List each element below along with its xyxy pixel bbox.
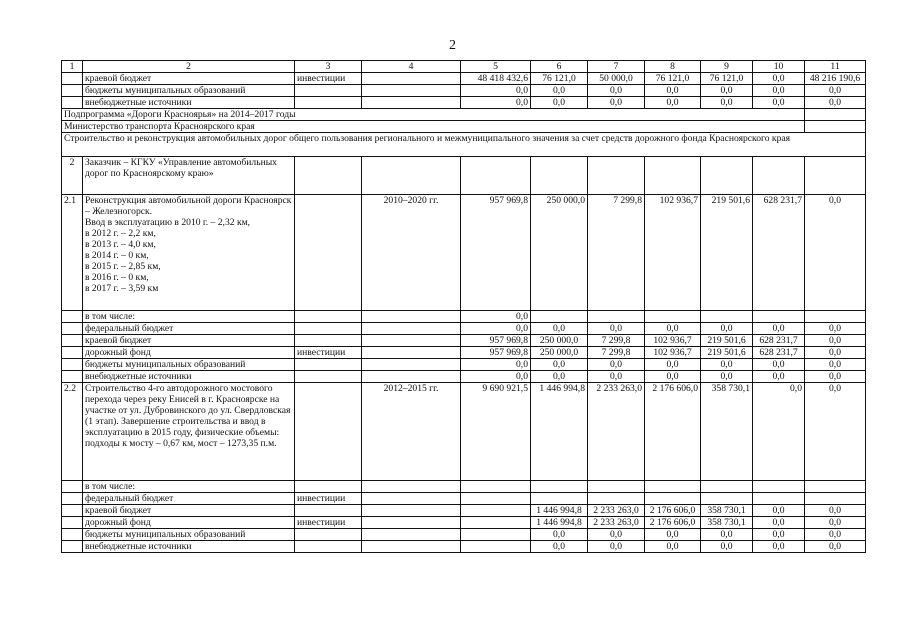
value-cell [701, 493, 753, 505]
source-cell: дорожный фонд [83, 517, 295, 529]
value-cell: 0,0 [805, 359, 866, 371]
source-cell: бюджеты муниципальных образований [83, 85, 295, 97]
value-cell: 48 418 432,6 [461, 73, 531, 85]
value-cell: 0,0 [588, 359, 645, 371]
value-cell: 2 233 263,0 [588, 517, 645, 529]
value-cell [461, 517, 531, 529]
value-cell: 0,0 [588, 529, 645, 541]
value-cell: 0,0 [588, 371, 645, 383]
source-cell: федеральный бюджет [83, 323, 295, 335]
value-cell: 0,0 [701, 97, 753, 109]
value-cell: 957 969,8 [461, 195, 531, 311]
value-cell [461, 481, 531, 493]
header-cell: 3 [295, 61, 362, 73]
value-cell: 0,0 [531, 85, 588, 97]
value-cell: 0,0 [753, 359, 805, 371]
value-cell [461, 529, 531, 541]
value-cell: 0,0 [753, 323, 805, 335]
customer-text: Заказчик – КГКУ «Управление автомобильных дорог по Красноярскому краю» [83, 157, 295, 195]
table-row [62, 335, 866, 347]
value-cell: 0,0 [531, 97, 588, 109]
type-cell [295, 85, 362, 97]
value-cell: 0,0 [531, 541, 588, 553]
header-cell: 7 [588, 61, 645, 73]
table-row [62, 347, 866, 359]
value-cell [461, 493, 531, 505]
project-period: 2012–2015 гг. [362, 383, 461, 481]
value-cell: 102 936,7 [645, 335, 701, 347]
value-cell: 628 231,7 [753, 335, 805, 347]
subprogram-row-text: Подпрограмма «Дороги Красноярья» на 2014–2017 годы [62, 109, 805, 121]
value-cell: 0,0 [645, 85, 701, 97]
value-cell: 219 501,6 [701, 195, 753, 311]
period-cell [362, 335, 461, 347]
value-cell: 0,0 [753, 73, 805, 85]
value-cell [805, 121, 866, 133]
num-cell [62, 97, 83, 109]
value-cell: 76 121,0 [531, 73, 588, 85]
subprogram-row [62, 109, 866, 121]
value-cell [645, 481, 701, 493]
table-row [62, 311, 866, 323]
header-cell: 6 [531, 61, 588, 73]
value-cell [805, 311, 866, 323]
value-cell: 0,0 [701, 359, 753, 371]
header-row [62, 61, 866, 73]
value-cell: 0,0 [753, 371, 805, 383]
value-cell: 219 501,6 [701, 347, 753, 359]
source-cell: краевой бюджет [83, 335, 295, 347]
value-cell [531, 157, 588, 195]
value-cell: 358 730,1 [701, 505, 753, 517]
value-cell [588, 157, 645, 195]
value-cell: 0,0 [753, 383, 805, 481]
num-cell [62, 359, 83, 371]
table-row [62, 371, 866, 383]
source-cell: бюджеты муниципальных образований [83, 359, 295, 371]
value-cell: 102 936,7 [645, 347, 701, 359]
value-cell: 957 969,8 [461, 335, 531, 347]
header-cell: 9 [701, 61, 753, 73]
ministry-row [62, 121, 866, 133]
type-cell: инвестиции [295, 517, 362, 529]
value-cell [805, 493, 866, 505]
num-cell [62, 541, 83, 553]
value-cell: 2 176 606,0 [645, 505, 701, 517]
project-num: 2.2 [62, 383, 83, 481]
value-cell: 2 233 263,0 [588, 383, 645, 481]
value-cell: 0,0 [531, 323, 588, 335]
source-cell: краевой бюджет [83, 505, 295, 517]
type-cell: инвестиции [295, 73, 362, 85]
page-number: 2 [449, 38, 456, 53]
project-row [62, 383, 866, 481]
source-cell: бюджеты муниципальных образований [83, 529, 295, 541]
value-cell [461, 541, 531, 553]
value-cell: 0,0 [701, 371, 753, 383]
table-row [62, 359, 866, 371]
value-cell [588, 493, 645, 505]
value-cell: 0,0 [645, 323, 701, 335]
value-cell: 0,0 [461, 371, 531, 383]
value-cell [805, 109, 866, 121]
value-cell [588, 481, 645, 493]
header-cell: 1 [62, 61, 83, 73]
period-cell [362, 323, 461, 335]
type-cell [295, 529, 362, 541]
num-cell [62, 73, 83, 85]
value-cell: 2 176 606,0 [645, 517, 701, 529]
value-cell: 1 446 994,8 [531, 505, 588, 517]
value-cell [753, 157, 805, 195]
value-cell [461, 157, 531, 195]
period-cell [362, 359, 461, 371]
source-cell: в том числе: [83, 311, 295, 323]
value-cell [701, 157, 753, 195]
table-row [62, 493, 866, 505]
value-cell: 102 936,7 [645, 195, 701, 311]
value-cell: 1 446 994,8 [531, 383, 588, 481]
value-cell: 0,0 [805, 97, 866, 109]
period-cell [362, 85, 461, 97]
table-row [62, 85, 866, 97]
header-cell: 10 [753, 61, 805, 73]
type-cell: инвестиции [295, 493, 362, 505]
num-cell [62, 505, 83, 517]
type-cell [295, 195, 362, 311]
num-cell [62, 517, 83, 529]
value-cell: 0,0 [461, 85, 531, 97]
header-cell: 8 [645, 61, 701, 73]
header-cell: 5 [461, 61, 531, 73]
value-cell: 7 299,8 [588, 335, 645, 347]
customer-num: 2 [62, 157, 83, 195]
value-cell: 0,0 [461, 323, 531, 335]
value-cell: 0,0 [588, 323, 645, 335]
value-cell: 0,0 [701, 541, 753, 553]
type-cell [295, 481, 362, 493]
type-cell [295, 541, 362, 553]
value-cell: 0,0 [805, 541, 866, 553]
value-cell: 0,0 [701, 323, 753, 335]
type-cell [295, 371, 362, 383]
section-row [62, 133, 866, 157]
table-row [62, 481, 866, 493]
num-cell [62, 335, 83, 347]
value-cell: 0,0 [701, 529, 753, 541]
value-cell: 0,0 [753, 529, 805, 541]
period-cell [362, 541, 461, 553]
period-cell [362, 73, 461, 85]
source-cell: внебюджетные источники [83, 371, 295, 383]
table-row [62, 541, 866, 553]
type-cell [295, 97, 362, 109]
value-cell: 0,0 [753, 505, 805, 517]
ministry-row-text: Министерство транспорта Красноярского края [62, 121, 805, 133]
project-title: Реконструкция автомобильной дороги Красноярск – Железногорск. Ввод в эксплуатацию в 2010 г. – 2,32 км, в 2012 г. – 2,2 км, в 2013 г. – 4,0 км, в 2014 г. – 0 км, в 2015 г. – 2,85 км, в 2016 г. – 0 км, в 2017 г. – 3,59 км [83, 195, 295, 311]
value-cell: 0,0 [588, 541, 645, 553]
header-cell: 2 [83, 61, 295, 73]
project-title: Строительство 4-го автодорожного мостового перехода через реку Енисей в г. Красноярске на участке от ул. Дубровинского до ул. Свердловская (1 этап). Завершение строительства и ввод в эксплуатацию в 2015 году, физические объемы: подходы к мосту – 0,67 км, мост – 1273,35 п.м. [83, 383, 295, 481]
value-cell: 0,0 [805, 383, 866, 481]
value-cell: 358 730,1 [701, 383, 753, 481]
section-title: Строительство и реконструкция автомобильных дорог общего пользования регионального и межмуниципального значения за счет средств дорожного фонда Красноярского края [62, 133, 866, 157]
value-cell [805, 157, 866, 195]
value-cell: 250 000,0 [531, 195, 588, 311]
num-cell [62, 371, 83, 383]
value-cell: 0,0 [753, 541, 805, 553]
source-cell: внебюджетные источники [83, 97, 295, 109]
period-cell [362, 481, 461, 493]
type-cell: инвестиции [295, 347, 362, 359]
value-cell: 0,0 [531, 371, 588, 383]
value-cell: 2 233 263,0 [588, 505, 645, 517]
value-cell [805, 481, 866, 493]
value-cell: 7 299,8 [588, 195, 645, 311]
period-cell [362, 97, 461, 109]
value-cell: 1 446 994,8 [531, 517, 588, 529]
period-cell [362, 347, 461, 359]
value-cell: 0,0 [753, 97, 805, 109]
value-cell: 0,0 [588, 85, 645, 97]
value-cell: 0,0 [805, 335, 866, 347]
value-cell: 76 121,0 [701, 73, 753, 85]
value-cell [362, 157, 461, 195]
num-cell [62, 311, 83, 323]
value-cell [645, 493, 701, 505]
value-cell: 0,0 [645, 541, 701, 553]
value-cell: 0,0 [805, 529, 866, 541]
period-cell [362, 505, 461, 517]
value-cell [295, 157, 362, 195]
num-cell [62, 347, 83, 359]
value-cell: 628 231,7 [753, 195, 805, 311]
num-cell [62, 529, 83, 541]
table-row [62, 323, 866, 335]
value-cell: 76 121,0 [645, 73, 701, 85]
table-row [62, 97, 866, 109]
num-cell [62, 481, 83, 493]
value-cell: 0,0 [805, 347, 866, 359]
source-cell: в том числе: [83, 481, 295, 493]
header-cell: 4 [362, 61, 461, 73]
table-row [62, 505, 866, 517]
value-cell: 957 969,8 [461, 347, 531, 359]
value-cell [701, 311, 753, 323]
budget-table [61, 60, 866, 553]
value-cell: 7 299,8 [588, 347, 645, 359]
period-cell [362, 529, 461, 541]
num-cell [62, 493, 83, 505]
value-cell: 250 000,0 [531, 335, 588, 347]
value-cell [531, 493, 588, 505]
value-cell: 0,0 [461, 97, 531, 109]
value-cell [645, 157, 701, 195]
num-cell [62, 323, 83, 335]
value-cell: 219 501,6 [701, 335, 753, 347]
type-cell [295, 359, 362, 371]
period-cell [362, 517, 461, 529]
value-cell: 628 231,7 [753, 347, 805, 359]
value-cell [753, 493, 805, 505]
type-cell [295, 335, 362, 347]
value-cell: 0,0 [531, 529, 588, 541]
table-row [62, 529, 866, 541]
value-cell: 0,0 [805, 505, 866, 517]
value-cell: 0,0 [805, 371, 866, 383]
value-cell: 50 000,0 [588, 73, 645, 85]
value-cell: 0,0 [645, 97, 701, 109]
value-cell: 0,0 [701, 85, 753, 97]
type-cell [295, 383, 362, 481]
source-cell: краевой бюджет [83, 73, 295, 85]
value-cell: 0,0 [645, 529, 701, 541]
source-cell: дорожный фонд [83, 347, 295, 359]
type-cell [295, 323, 362, 335]
type-cell [295, 311, 362, 323]
value-cell [461, 505, 531, 517]
period-cell [362, 311, 461, 323]
value-cell [701, 481, 753, 493]
table-row [62, 517, 866, 529]
value-cell: 2 176 606,0 [645, 383, 701, 481]
value-cell: 0,0 [805, 85, 866, 97]
period-cell [362, 371, 461, 383]
value-cell: 0,0 [645, 371, 701, 383]
value-cell: 0,0 [753, 85, 805, 97]
value-cell: 0,0 [461, 311, 531, 323]
value-cell [531, 311, 588, 323]
source-cell: федеральный бюджет [83, 493, 295, 505]
type-cell [295, 505, 362, 517]
value-cell: 48 216 190,6 [805, 73, 866, 85]
value-cell: 0,0 [753, 517, 805, 529]
value-cell [645, 311, 701, 323]
table-row [62, 73, 866, 85]
num-cell [62, 85, 83, 97]
value-cell: 358 730,1 [701, 517, 753, 529]
value-cell [753, 481, 805, 493]
value-cell: 0,0 [588, 97, 645, 109]
project-num: 2.1 [62, 195, 83, 311]
customer-row [62, 157, 866, 195]
value-cell: 0,0 [805, 517, 866, 529]
value-cell [588, 311, 645, 323]
value-cell: 250 000,0 [531, 347, 588, 359]
value-cell: 0,0 [531, 359, 588, 371]
value-cell [531, 481, 588, 493]
value-cell: 9 690 921,5 [461, 383, 531, 481]
value-cell: 0,0 [805, 323, 866, 335]
value-cell: 0,0 [805, 195, 866, 311]
project-row [62, 195, 866, 311]
period-cell [362, 493, 461, 505]
project-period: 2010–2020 гг. [362, 195, 461, 311]
source-cell: внебюджетные источники [83, 541, 295, 553]
value-cell: 0,0 [461, 359, 531, 371]
value-cell [753, 311, 805, 323]
header-cell: 11 [805, 61, 866, 73]
value-cell: 0,0 [645, 359, 701, 371]
